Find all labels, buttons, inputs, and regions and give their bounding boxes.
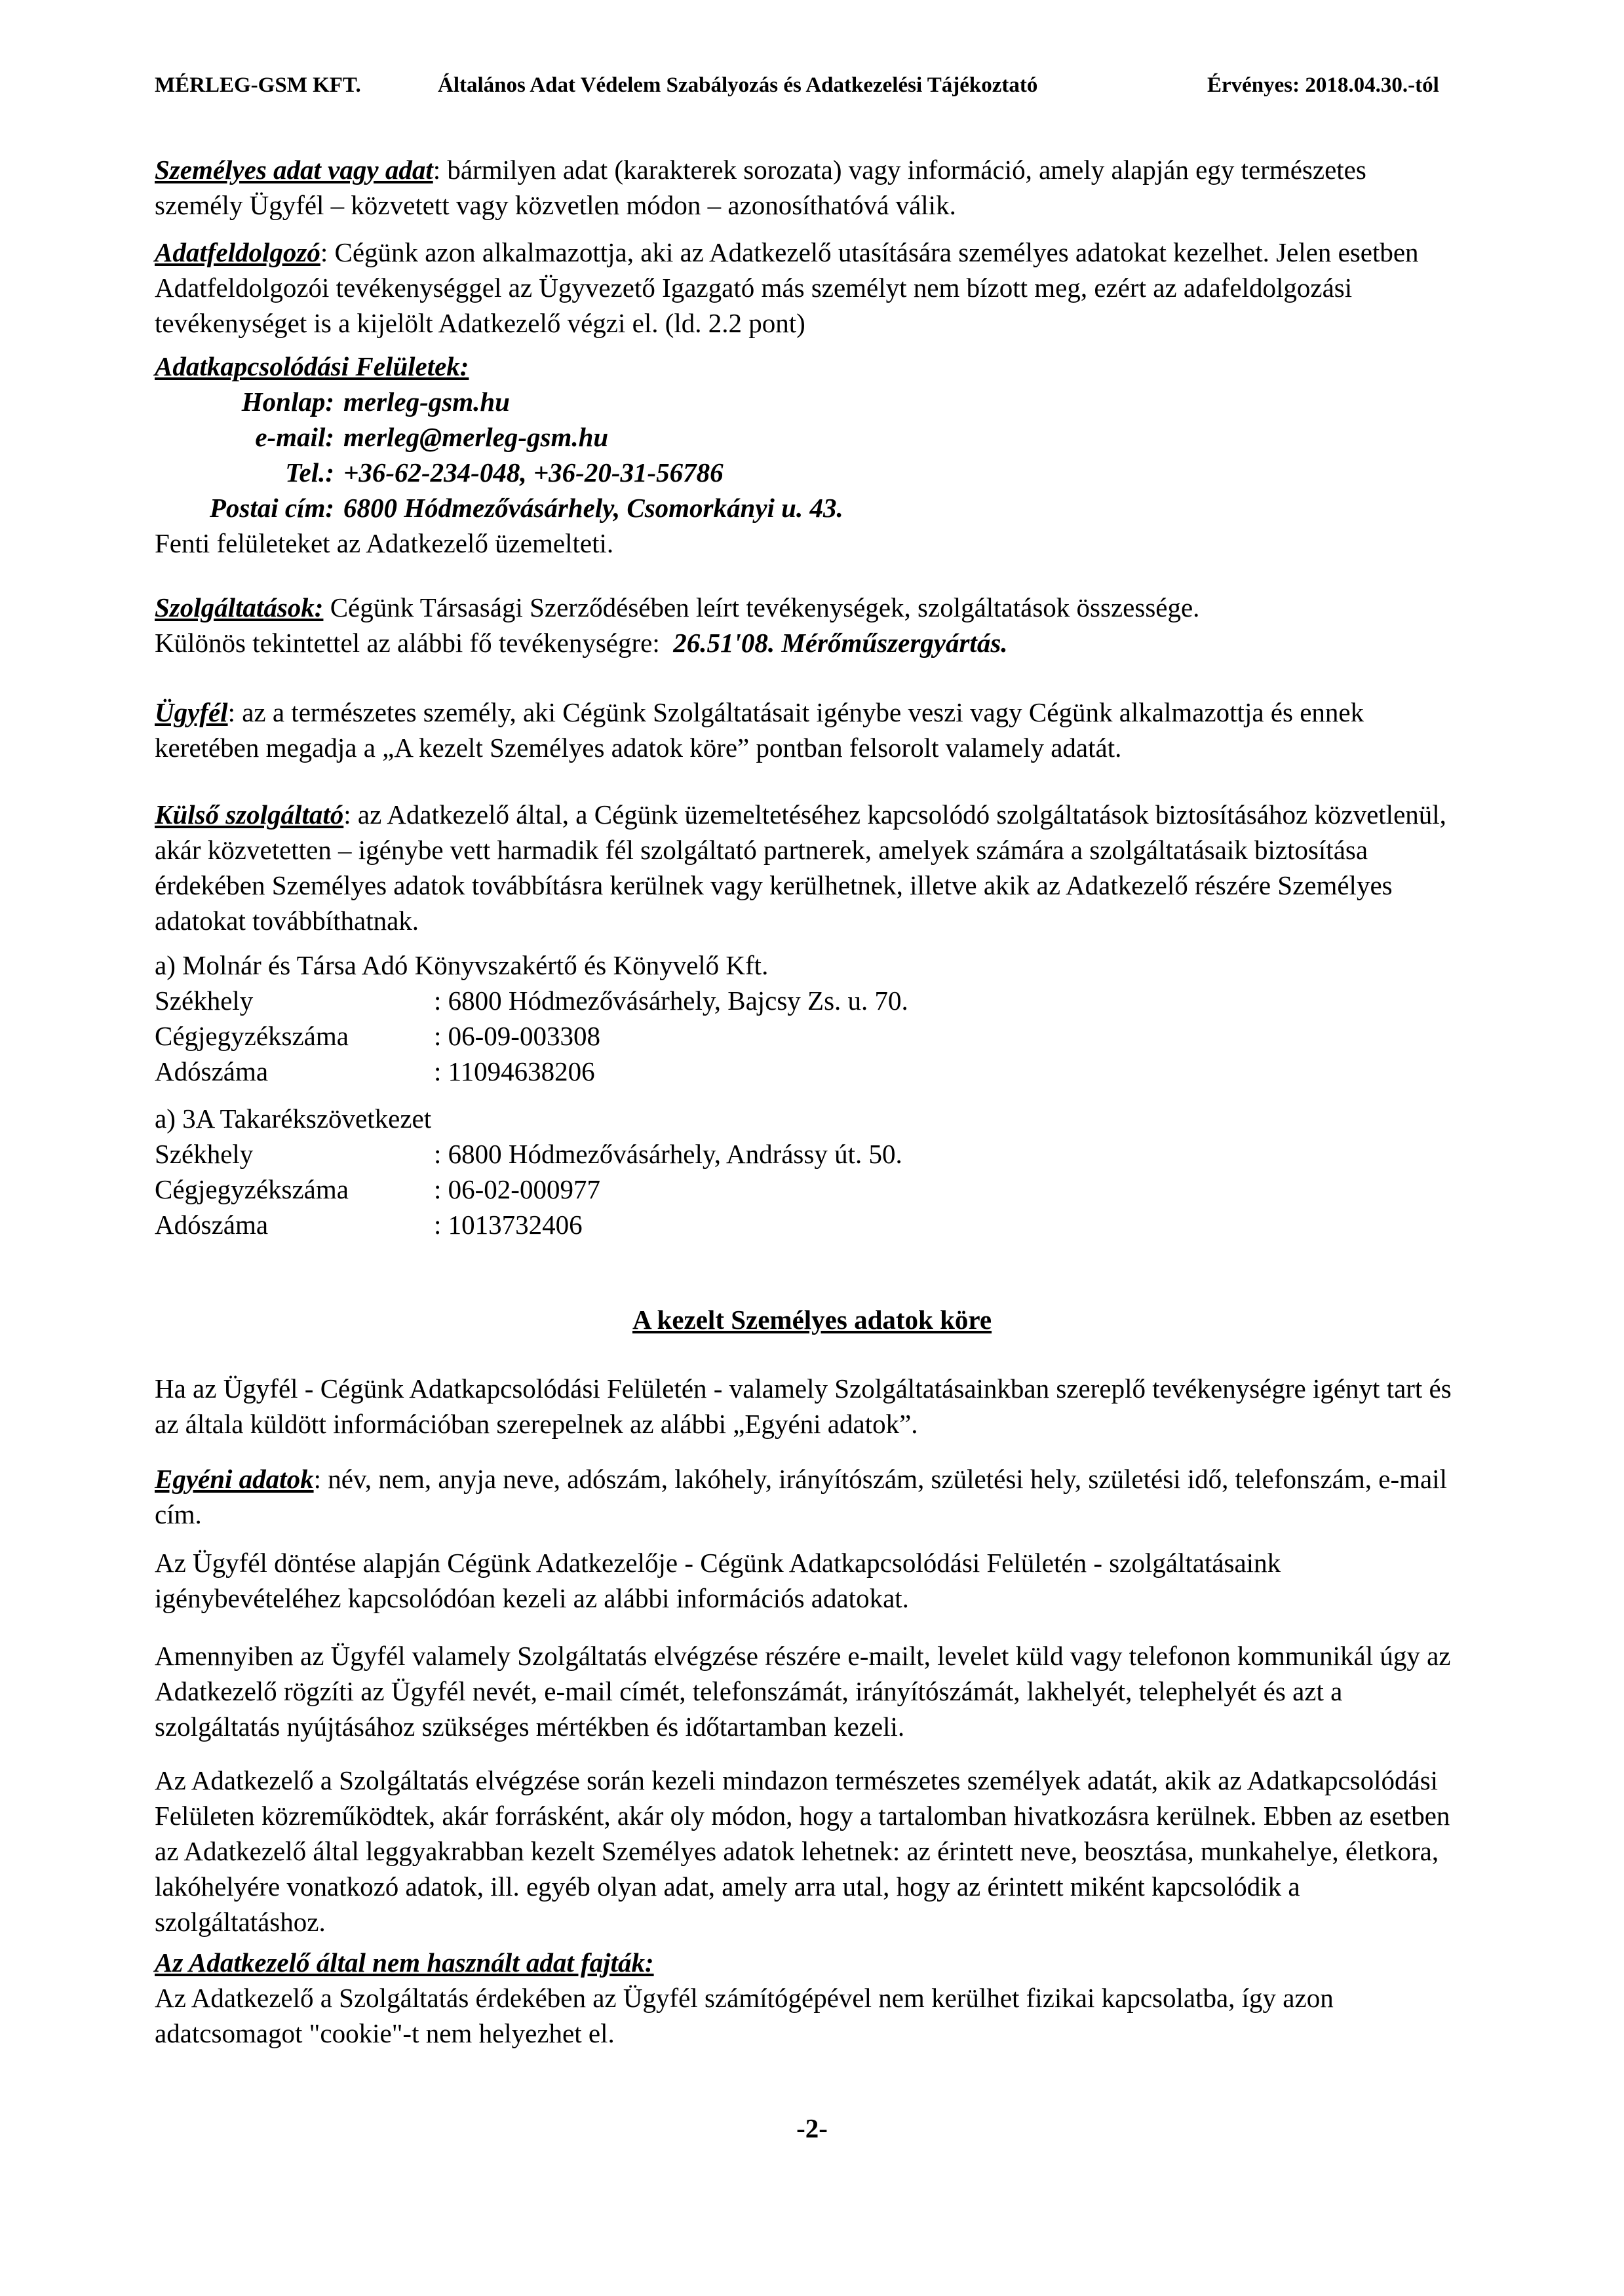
header-title: Általános Adat Védelem Szabályozás és Adatkezelési Tájékoztató xyxy=(438,73,1038,97)
services-activity: 26.51'08. Mérőműszergyártás. xyxy=(673,628,1008,658)
contact-row-phone xyxy=(155,455,843,490)
section-heading: A kezelt Személyes adatok köre xyxy=(632,1305,992,1335)
term-external-provider: Külső szolgáltató xyxy=(155,799,344,830)
contact-row-postal xyxy=(155,490,843,526)
contact-block xyxy=(155,384,843,526)
unused-text: Az Adatkezelő a Szolgáltatás érdekében az Ügyfél számítógépével nem kerülhet fizikai kapcsolatba, így azon adatcsomagot "cookie"-t nem helyezhet el. xyxy=(155,1983,1334,2048)
interfaces-note: Fenti felületeket az Adatkezelő üzemelteti. xyxy=(155,528,614,558)
provider-name: a) Molnár és Társa Adó Könyvszakértő és Könyvelő Kft. xyxy=(155,950,769,980)
definition-processor: Adatfeldolgozó: Cégünk azon alkalmazottja, aki az Adatkezelő utasítására személyes adatokat kezelhet. Jelen esetben Adatfeldolgozói tevékenységgel az Ügyvezető Igazgató más személyt nem bízott meg, ezért az adafeldolgozási tevékenységet is a kijelölt Adatkezelő végzi el. (ld. 2.2 pont) xyxy=(155,237,1419,338)
header-validity: Érvényes: 2018.04.30.-tól xyxy=(1207,73,1439,97)
definition-personal-data: Személyes adat vagy adat: bármilyen adat (karakterek sorozata) vagy információ, amely alapján egy természetes személy Ügyfél – közvetett vagy közvetlen módon – azonosíthatóvá válik. xyxy=(155,155,1366,220)
definition-text: bármilyen adat (karakterek sorozata) vagy információ, amely alapján egy természetes személy Ügyfél – közvetett vagy közvetlen módon – azonosíthatóvá válik. xyxy=(155,155,1366,220)
phone-value: +36-62-234-048, +36-20-31-56786 xyxy=(343,457,724,488)
provider-row: Adószáma : 11094638206 xyxy=(155,1056,595,1086)
definition-external-provider: Külső szolgáltató: az Adatkezelő által, a Cégünk üzemeltetéséhez kapcsolódó szolgáltatások biztosításához közvetlenül, akár közvetetten – igénybe vett harmadik fél szolgáltató partnerek, amelyek számára a szolgáltatásaik biztosítása érdekében Személyes adatok továbbításra kerülnek vagy kerülhetnek, illetve akik az Adatkezelő részére Személyes adatokat továbbíthatnak. xyxy=(155,799,1446,936)
email-label: e-mail: xyxy=(255,422,334,452)
postal-label: Postai cím: xyxy=(209,493,334,523)
provider-row: Cégjegyzékszáma : 06-02-000977 xyxy=(155,1174,600,1204)
homepage-label: Honlap: xyxy=(241,387,334,417)
section-decision: Az Ügyfél döntése alapján Cégünk Adatkezelője - Cégünk Adatkapcsolódási Felületén - szolgáltatásaink igénybevételéhez kapcsolódóan kezeli az alábbi információs adatokat. xyxy=(155,1548,1281,1613)
provider-row: Cégjegyzékszáma : 06-09-003308 xyxy=(155,1021,600,1051)
section-contact: Amennyiben az Ügyfél valamely Szolgáltatás elvégzése részére e-mailt, levelet küld vagy telefonon kommunikál úgy az Adatkezelő rögzíti az Ügyfél nevét, e-mail címét, telefonszámát, irányítószámát, lakhelyét, telephelyét és azt a szolgáltatás nyújtásához szükséges mértékben és időtartamban kezeli. xyxy=(155,1641,1451,1742)
header-company: MÉRLEG-GSM KFT. xyxy=(155,73,361,97)
services-activity-line: Különös tekintettel az alábbi fő tevékenységre: 26.51'08. Mérőműszergyártás. xyxy=(155,628,1008,658)
contact-row-email xyxy=(155,419,843,455)
definition-client: Ügyfél: az a természetes személy, aki Cégünk Szolgáltatásait igénybe veszi vagy Cégünk alkalmazottja és ennek keretében megadja a „A kezelt Személyes adatok köre” pontban felsorolt valamely adatát. xyxy=(155,697,1364,763)
email-value: merleg@merleg-gsm.hu xyxy=(343,422,609,452)
contact-row-homepage xyxy=(155,384,843,419)
homepage-value: merleg-gsm.hu xyxy=(343,387,510,417)
definition-personal-details: Egyéni adatok: név, nem, anyja neve, adószám, lakóhely, irányítószám, születési hely, születési idő, telefonszám, e-mail cím. xyxy=(155,1464,1447,1529)
unused-heading: Az Adatkezelő által nem használt adat fajták: xyxy=(155,1947,654,1978)
interfaces-heading: Adatkapcsolódási Felületek: xyxy=(155,351,469,381)
provider-name: a) 3A Takarékszövetkezet xyxy=(155,1103,432,1134)
provider-row: Székhely : 6800 Hódmezővásárhely, Bajcsy Zs. u. 70. xyxy=(155,985,908,1016)
term-personal-details: Egyéni adatok xyxy=(155,1464,314,1494)
definition-services: Szolgáltatások: Cégünk Társasági Szerződésében leírt tevékenységek, szolgáltatások összessége. xyxy=(155,592,1200,622)
term-services: Szolgáltatások: xyxy=(155,592,324,622)
term-client: Ügyfél xyxy=(155,697,228,727)
page-number: -2- xyxy=(796,2113,828,2143)
term-processor: Adatfeldolgozó xyxy=(155,237,320,267)
phone-label: Tel.: xyxy=(285,457,334,488)
provider-row: Adószáma : 1013732406 xyxy=(155,1210,583,1240)
term-personal-data: Személyes adat vagy adat xyxy=(155,155,433,185)
postal-value: 6800 Hódmezővásárhely, Csomorkányi u. 43. xyxy=(343,493,843,523)
section-persons: Az Adatkezelő a Szolgáltatás elvégzése során kezeli mindazon természetes személyek adatát, akik az Adatkapcsolódási Felületen közreműködtek, akár forrásként, akár oly módon, hogy a tartalomban hivatkozásra kerülnek. Ebben az esetben az Adatkezelő által leggyakrabban kezelt Személyes adatok lehetnek: az érintett neve, beosztása, munkahelye, életkora, lakóhelyére vonatkozó adatok, ill. egyéb olyan adat, amely arra utal, hogy az érintett miként kapcsolódik a szolgáltatáshoz. xyxy=(155,1765,1450,1937)
provider-row: Székhely : 6800 Hódmezővásárhely, Andrássy út. 50. xyxy=(155,1139,902,1169)
definition-text: Cégünk azon alkalmazottja, aki az Adatkezelő utasítására személyes adatokat kezelhet. Jelen esetben Adatfeldolgozói tevékenységgel az Ügyvezető Igazgató más személyt nem bízott meg, ezért az adafeldolgozási tevékenységet is a kijelölt Adatkezelő végzi el. (ld. 2.2 pont) xyxy=(155,237,1419,338)
section-intro: Ha az Ügyfél - Cégünk Adatkapcsolódási Felületén - valamely Szolgáltatásainkban szereplő tevékenységre igényt tart és az általa küldött információban szerepelnek az alábbi „Egyéni adatok”. xyxy=(155,1373,1452,1439)
provider-block xyxy=(155,1101,902,1242)
provider-block xyxy=(155,947,908,1089)
